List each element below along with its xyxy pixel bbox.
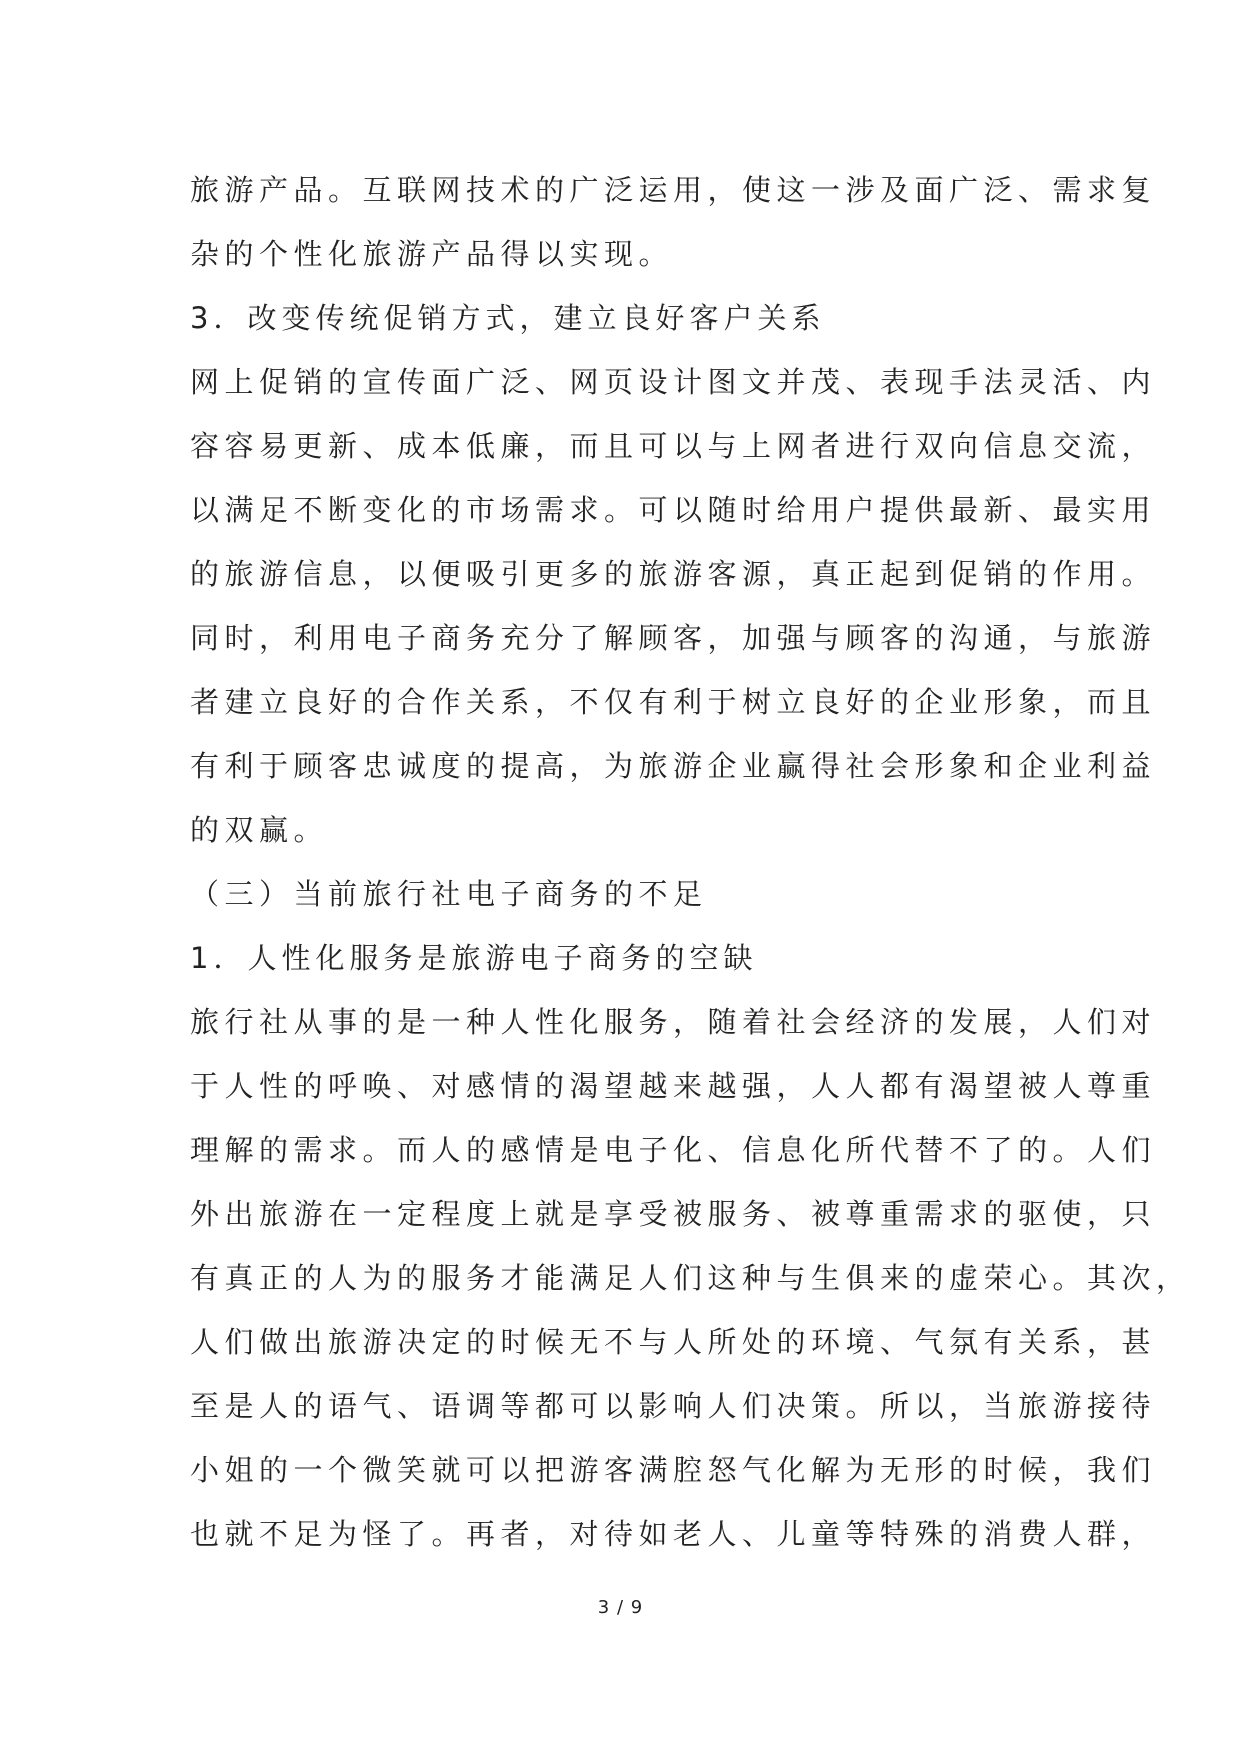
body-text (190, 158, 1191, 1566)
text-line: 者建立良好的合作关系，不仅有利于树立良好的企业形象，而且 (190, 685, 1157, 719)
text-line: 人们做出旅游决定的时候无不与人所处的环境、气氛有关系，甚 (190, 1325, 1157, 1359)
text-line: 同时，利用电子商务充分了解顾客，加强与顾客的沟通，与旅游 (190, 621, 1157, 655)
text-line: 小姐的一个微笑就可以把游客满腔怒气化解为无形的时候，我们 (190, 1453, 1157, 1487)
text-line: 容容易更新、成本低廉，而且可以与上网者进行双向信息交流， (190, 429, 1157, 463)
text-line: 至是人的语气、语调等都可以影响人们决策。所以，当旅游接待 (190, 1389, 1157, 1423)
section-heading: （三）当前旅行社电子商务的不足 (190, 877, 708, 911)
text-line: 的双赢。 (190, 813, 329, 847)
text-line: 旅行社从事的是一种人性化服务，随着社会经济的发展，人们对 (190, 1005, 1157, 1039)
section-heading: 3．改变传统促销方式，建立良好客户关系 (190, 301, 826, 335)
page-number: 3 / 9 (597, 1597, 644, 1618)
text-line: 有利于顾客忠诚度的提高，为旅游企业赢得社会形象和企业利益 (190, 749, 1157, 783)
text-line: 的旅游信息，以便吸引更多的旅游客源，真正起到促销的作用。 (190, 557, 1157, 591)
text-line: 有真正的人为的服务才能满足人们这种与生俱来的虚荣心。其次， (190, 1261, 1191, 1295)
text-line: 以满足不断变化的市场需求。可以随时给用户提供最新、最实用 (190, 493, 1157, 527)
text-line: 外出旅游在一定程度上就是享受被服务、被尊重需求的驱使，只 (190, 1197, 1157, 1231)
text-line: 于人性的呼唤、对感情的渴望越来越强，人人都有渴望被人尊重 (190, 1069, 1157, 1103)
text-line: 网上促销的宣传面广泛、网页设计图文并茂、表现手法灵活、内 (190, 365, 1157, 399)
text-line: 旅游产品。互联网技术的广泛运用，使这一涉及面广泛、需求复 (190, 173, 1157, 207)
text-line: 理解的需求。而人的感情是电子化、信息化所代替不了的。人们 (190, 1133, 1157, 1167)
text-line: 杂的个性化旅游产品得以实现。 (190, 237, 674, 271)
section-heading: 1．人性化服务是旅游电子商务的空缺 (190, 941, 758, 975)
text-line: 也就不足为怪了。再者，对待如老人、儿童等特殊的消费人群， (190, 1517, 1157, 1551)
